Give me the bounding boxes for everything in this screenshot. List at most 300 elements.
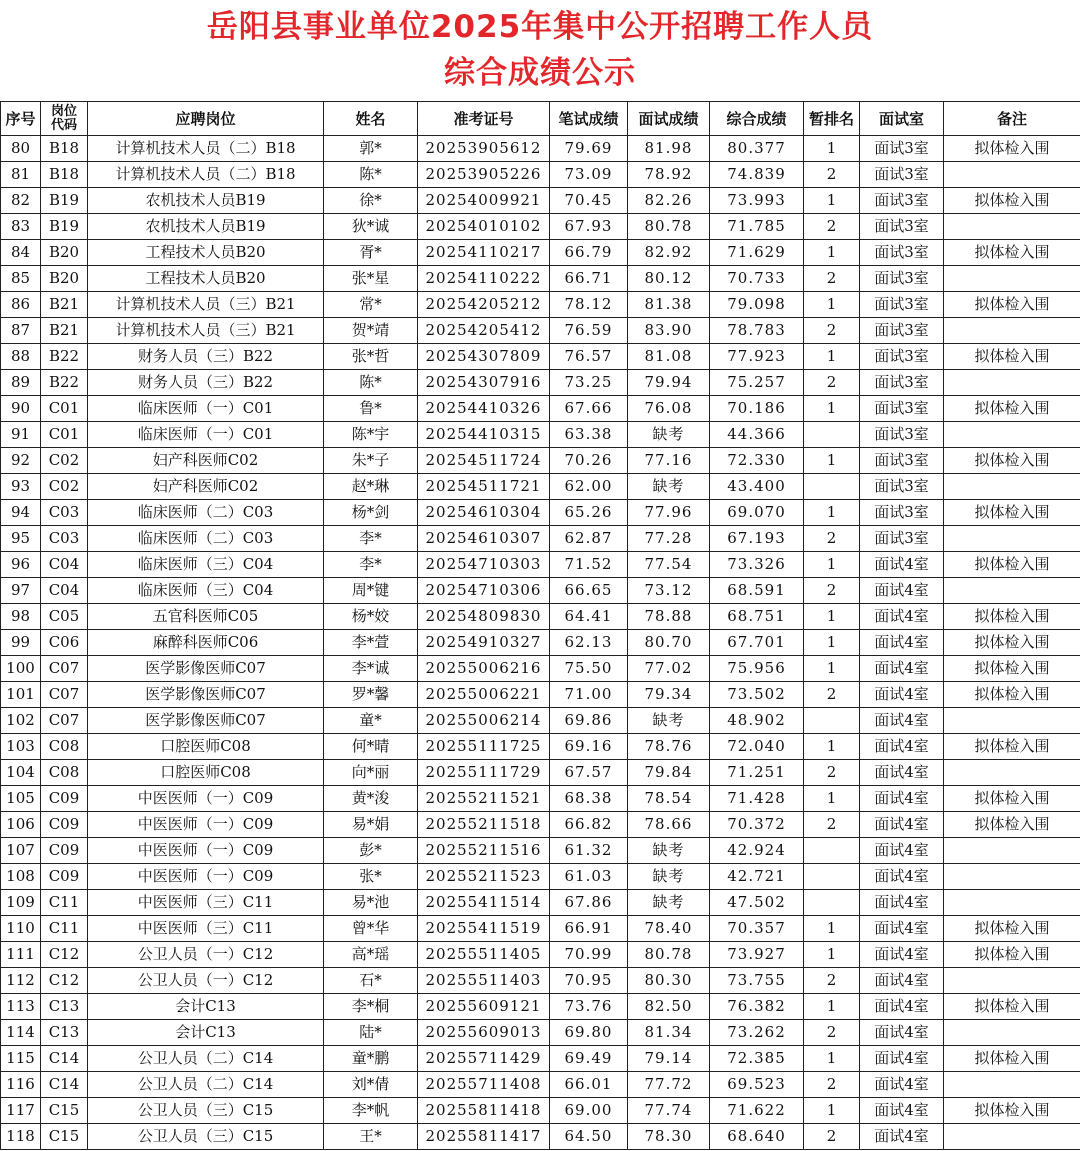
cell-rank: 1 bbox=[804, 916, 860, 942]
cell-rank: 1 bbox=[804, 786, 860, 812]
cell-name: 鲁* bbox=[324, 396, 418, 422]
cell-position: 计算机技术人员（二）B18 bbox=[88, 162, 324, 188]
cell-written: 70.45 bbox=[550, 188, 628, 214]
cell-total: 73.927 bbox=[710, 942, 804, 968]
cell-written: 75.50 bbox=[550, 656, 628, 682]
cell-total: 68.751 bbox=[710, 604, 804, 630]
cell-exam-id: 20254610307 bbox=[418, 526, 550, 552]
cell-interview: 缺考 bbox=[628, 422, 710, 448]
col-header-code-top: 岗位 bbox=[50, 103, 77, 119]
cell-written: 69.00 bbox=[550, 1098, 628, 1124]
table-row bbox=[1, 890, 1080, 916]
cell-position: 麻醉科医师C06 bbox=[88, 630, 324, 656]
cell-written: 73.25 bbox=[550, 370, 628, 396]
cell-index: 97 bbox=[1, 578, 41, 604]
cell-code: B20 bbox=[41, 266, 88, 292]
cell-total: 74.839 bbox=[710, 162, 804, 188]
cell-written: 67.86 bbox=[550, 890, 628, 916]
cell-exam-id: 20255211516 bbox=[418, 838, 550, 864]
cell-room: 面试4室 bbox=[860, 708, 944, 734]
cell-rank bbox=[804, 864, 860, 890]
cell-exam-id: 20255511405 bbox=[418, 942, 550, 968]
cell-remark bbox=[944, 890, 1080, 916]
cell-interview: 77.28 bbox=[628, 526, 710, 552]
table-row bbox=[1, 994, 1080, 1020]
table-row bbox=[1, 838, 1080, 864]
cell-name: 黄*浚 bbox=[324, 786, 418, 812]
cell-total: 69.070 bbox=[710, 500, 804, 526]
cell-interview: 80.78 bbox=[628, 942, 710, 968]
cell-exam-id: 20254710303 bbox=[418, 552, 550, 578]
cell-written: 70.99 bbox=[550, 942, 628, 968]
cell-code: C11 bbox=[41, 916, 88, 942]
cell-interview: 缺考 bbox=[628, 474, 710, 500]
cell-position: 临床医师（二）C03 bbox=[88, 526, 324, 552]
cell-remark: 拟体检入围 bbox=[944, 240, 1080, 266]
cell-exam-id: 20254511724 bbox=[418, 448, 550, 474]
cell-rank: 1 bbox=[804, 136, 860, 162]
cell-name: 狄*诚 bbox=[324, 214, 418, 240]
cell-total: 80.377 bbox=[710, 136, 804, 162]
cell-written: 64.50 bbox=[550, 1124, 628, 1150]
cell-exam-id: 20255211523 bbox=[418, 864, 550, 890]
table-row bbox=[1, 370, 1080, 396]
col-header-index: 序号 bbox=[1, 102, 41, 136]
cell-room: 面试3室 bbox=[860, 500, 944, 526]
cell-rank: 2 bbox=[804, 812, 860, 838]
cell-total: 78.783 bbox=[710, 318, 804, 344]
cell-room: 面试3室 bbox=[860, 188, 944, 214]
cell-room: 面试4室 bbox=[860, 734, 944, 760]
cell-room: 面试3室 bbox=[860, 474, 944, 500]
cell-position: 公卫人员（二）C14 bbox=[88, 1072, 324, 1098]
cell-code: C04 bbox=[41, 578, 88, 604]
table-row bbox=[1, 682, 1080, 708]
cell-rank: 1 bbox=[804, 188, 860, 214]
cell-index: 87 bbox=[1, 318, 41, 344]
cell-exam-id: 20255609121 bbox=[418, 994, 550, 1020]
cell-index: 107 bbox=[1, 838, 41, 864]
cell-interview: 77.96 bbox=[628, 500, 710, 526]
cell-rank: 1 bbox=[804, 396, 860, 422]
cell-exam-id: 20254010102 bbox=[418, 214, 550, 240]
cell-written: 69.80 bbox=[550, 1020, 628, 1046]
cell-remark bbox=[944, 864, 1080, 890]
cell-room: 面试4室 bbox=[860, 1124, 944, 1150]
cell-total: 68.591 bbox=[710, 578, 804, 604]
cell-written: 69.49 bbox=[550, 1046, 628, 1072]
cell-position: 医学影像医师C07 bbox=[88, 708, 324, 734]
cell-position: 中医医师（三）C11 bbox=[88, 890, 324, 916]
cell-written: 62.87 bbox=[550, 526, 628, 552]
cell-index: 110 bbox=[1, 916, 41, 942]
cell-remark: 拟体检入围 bbox=[944, 734, 1080, 760]
cell-name: 朱*子 bbox=[324, 448, 418, 474]
cell-written: 67.66 bbox=[550, 396, 628, 422]
cell-index: 84 bbox=[1, 240, 41, 266]
cell-interview: 缺考 bbox=[628, 708, 710, 734]
cell-rank bbox=[804, 422, 860, 448]
cell-written: 66.91 bbox=[550, 916, 628, 942]
col-header-position: 应聘岗位 bbox=[88, 102, 324, 136]
cell-name: 何*晴 bbox=[324, 734, 418, 760]
cell-written: 69.86 bbox=[550, 708, 628, 734]
cell-room: 面试4室 bbox=[860, 1046, 944, 1072]
cell-written: 79.69 bbox=[550, 136, 628, 162]
table-row bbox=[1, 1124, 1080, 1150]
cell-rank: 1 bbox=[804, 552, 860, 578]
cell-remark bbox=[944, 266, 1080, 292]
cell-room: 面试4室 bbox=[860, 630, 944, 656]
cell-interview: 79.34 bbox=[628, 682, 710, 708]
cell-code: C11 bbox=[41, 890, 88, 916]
cell-written: 70.26 bbox=[550, 448, 628, 474]
cell-name: 郭* bbox=[324, 136, 418, 162]
cell-code: B18 bbox=[41, 162, 88, 188]
cell-rank: 1 bbox=[804, 630, 860, 656]
cell-total: 71.785 bbox=[710, 214, 804, 240]
cell-code: C15 bbox=[41, 1098, 88, 1124]
cell-index: 89 bbox=[1, 370, 41, 396]
cell-position: 计算机技术人员（三）B21 bbox=[88, 318, 324, 344]
cell-index: 83 bbox=[1, 214, 41, 240]
table-row bbox=[1, 500, 1080, 526]
cell-interview: 76.08 bbox=[628, 396, 710, 422]
cell-room: 面试4室 bbox=[860, 1020, 944, 1046]
cell-written: 65.26 bbox=[550, 500, 628, 526]
table-row bbox=[1, 266, 1080, 292]
cell-index: 94 bbox=[1, 500, 41, 526]
cell-position: 医学影像医师C07 bbox=[88, 682, 324, 708]
cell-code: C01 bbox=[41, 422, 88, 448]
cell-exam-id: 20255811417 bbox=[418, 1124, 550, 1150]
cell-position: 公卫人员（三）C15 bbox=[88, 1098, 324, 1124]
cell-total: 71.622 bbox=[710, 1098, 804, 1124]
cell-code: B18 bbox=[41, 136, 88, 162]
cell-room: 面试3室 bbox=[860, 396, 944, 422]
col-header-written: 笔试成绩 bbox=[550, 102, 628, 136]
cell-name: 杨*姣 bbox=[324, 604, 418, 630]
cell-name: 向*丽 bbox=[324, 760, 418, 786]
cell-total: 71.629 bbox=[710, 240, 804, 266]
cell-position: 公卫人员（二）C14 bbox=[88, 1046, 324, 1072]
cell-room: 面试4室 bbox=[860, 786, 944, 812]
cell-code: C12 bbox=[41, 942, 88, 968]
cell-written: 67.57 bbox=[550, 760, 628, 786]
cell-interview: 80.30 bbox=[628, 968, 710, 994]
cell-total: 42.721 bbox=[710, 864, 804, 890]
cell-index: 101 bbox=[1, 682, 41, 708]
cell-room: 面试3室 bbox=[860, 422, 944, 448]
cell-interview: 83.90 bbox=[628, 318, 710, 344]
cell-code: C09 bbox=[41, 838, 88, 864]
cell-name: 贺*靖 bbox=[324, 318, 418, 344]
cell-exam-id: 20255111725 bbox=[418, 734, 550, 760]
cell-exam-id: 20254610304 bbox=[418, 500, 550, 526]
cell-code: B21 bbox=[41, 318, 88, 344]
cell-name: 童*鹏 bbox=[324, 1046, 418, 1072]
table-row bbox=[1, 188, 1080, 214]
cell-room: 面试4室 bbox=[860, 578, 944, 604]
cell-room: 面试4室 bbox=[860, 604, 944, 630]
cell-total: 73.755 bbox=[710, 968, 804, 994]
cell-interview: 78.30 bbox=[628, 1124, 710, 1150]
table-row bbox=[1, 136, 1080, 162]
cell-remark: 拟体检入围 bbox=[944, 448, 1080, 474]
cell-name: 李*诚 bbox=[324, 656, 418, 682]
cell-interview: 81.34 bbox=[628, 1020, 710, 1046]
cell-index: 112 bbox=[1, 968, 41, 994]
cell-exam-id: 20254009921 bbox=[418, 188, 550, 214]
cell-room: 面试4室 bbox=[860, 916, 944, 942]
cell-exam-id: 20254307809 bbox=[418, 344, 550, 370]
table-row bbox=[1, 630, 1080, 656]
cell-total: 73.993 bbox=[710, 188, 804, 214]
col-header-code-bottom: 代码 bbox=[50, 117, 77, 133]
cell-name: 李* bbox=[324, 552, 418, 578]
cell-rank: 2 bbox=[804, 1124, 860, 1150]
cell-exam-id: 20254205412 bbox=[418, 318, 550, 344]
cell-index: 115 bbox=[1, 1046, 41, 1072]
cell-interview: 78.40 bbox=[628, 916, 710, 942]
cell-interview: 77.54 bbox=[628, 552, 710, 578]
cell-index: 90 bbox=[1, 396, 41, 422]
cell-interview: 80.12 bbox=[628, 266, 710, 292]
page-subtitle: 综合成绩公示 bbox=[444, 55, 636, 91]
cell-room: 面试4室 bbox=[860, 890, 944, 916]
cell-position: 会计C13 bbox=[88, 1020, 324, 1046]
cell-interview: 78.92 bbox=[628, 162, 710, 188]
cell-interview: 78.76 bbox=[628, 734, 710, 760]
cell-name: 李*帆 bbox=[324, 1098, 418, 1124]
cell-index: 85 bbox=[1, 266, 41, 292]
cell-code: B19 bbox=[41, 214, 88, 240]
cell-index: 100 bbox=[1, 656, 41, 682]
cell-name: 罗*馨 bbox=[324, 682, 418, 708]
cell-total: 47.502 bbox=[710, 890, 804, 916]
cell-index: 99 bbox=[1, 630, 41, 656]
cell-code: B22 bbox=[41, 370, 88, 396]
col-header-exam-id: 准考证号 bbox=[418, 102, 550, 136]
cell-rank: 1 bbox=[804, 1046, 860, 1072]
cell-remark: 拟体检入围 bbox=[944, 188, 1080, 214]
cell-name: 赵*琳 bbox=[324, 474, 418, 500]
cell-interview: 77.72 bbox=[628, 1072, 710, 1098]
cell-interview: 82.92 bbox=[628, 240, 710, 266]
cell-interview: 82.26 bbox=[628, 188, 710, 214]
cell-code: B21 bbox=[41, 292, 88, 318]
cell-index: 108 bbox=[1, 864, 41, 890]
cell-rank: 2 bbox=[804, 214, 860, 240]
cell-position: 临床医师（一）C01 bbox=[88, 422, 324, 448]
page-title: 岳阳县事业单位2025年集中公开招聘工作人员 bbox=[206, 9, 874, 45]
cell-code: C02 bbox=[41, 448, 88, 474]
cell-interview: 缺考 bbox=[628, 864, 710, 890]
cell-interview: 80.78 bbox=[628, 214, 710, 240]
cell-rank bbox=[804, 474, 860, 500]
cell-exam-id: 20254511721 bbox=[418, 474, 550, 500]
cell-position: 医学影像医师C07 bbox=[88, 656, 324, 682]
cell-interview: 82.50 bbox=[628, 994, 710, 1020]
cell-total: 72.330 bbox=[710, 448, 804, 474]
cell-position: 农机技术人员B19 bbox=[88, 188, 324, 214]
cell-position: 工程技术人员B20 bbox=[88, 240, 324, 266]
cell-index: 86 bbox=[1, 292, 41, 318]
cell-rank: 2 bbox=[804, 1072, 860, 1098]
cell-name: 刘*倩 bbox=[324, 1072, 418, 1098]
table-row bbox=[1, 1072, 1080, 1098]
table-row bbox=[1, 916, 1080, 942]
cell-exam-id: 20255006214 bbox=[418, 708, 550, 734]
cell-name: 彭* bbox=[324, 838, 418, 864]
table-row bbox=[1, 968, 1080, 994]
cell-interview: 78.88 bbox=[628, 604, 710, 630]
cell-code: B19 bbox=[41, 188, 88, 214]
cell-exam-id: 20254307916 bbox=[418, 370, 550, 396]
cell-written: 76.57 bbox=[550, 344, 628, 370]
cell-written: 68.38 bbox=[550, 786, 628, 812]
cell-index: 104 bbox=[1, 760, 41, 786]
cell-name: 常* bbox=[324, 292, 418, 318]
cell-interview: 73.12 bbox=[628, 578, 710, 604]
cell-code: C02 bbox=[41, 474, 88, 500]
cell-interview: 80.70 bbox=[628, 630, 710, 656]
table-row bbox=[1, 552, 1080, 578]
cell-index: 96 bbox=[1, 552, 41, 578]
cell-exam-id: 20253905226 bbox=[418, 162, 550, 188]
header-row bbox=[1, 102, 1080, 136]
cell-exam-id: 20255609013 bbox=[418, 1020, 550, 1046]
table-row bbox=[1, 1098, 1080, 1124]
cell-room: 面试4室 bbox=[860, 656, 944, 682]
cell-room: 面试4室 bbox=[860, 812, 944, 838]
cell-total: 70.357 bbox=[710, 916, 804, 942]
cell-position: 农机技术人员B19 bbox=[88, 214, 324, 240]
cell-name: 童* bbox=[324, 708, 418, 734]
cell-rank: 2 bbox=[804, 682, 860, 708]
cell-name: 李*萱 bbox=[324, 630, 418, 656]
table-row bbox=[1, 1020, 1080, 1046]
cell-total: 48.902 bbox=[710, 708, 804, 734]
cell-name: 易*娟 bbox=[324, 812, 418, 838]
cell-remark bbox=[944, 526, 1080, 552]
cell-rank: 2 bbox=[804, 318, 860, 344]
cell-remark: 拟体检入围 bbox=[944, 500, 1080, 526]
cell-position: 临床医师（三）C04 bbox=[88, 578, 324, 604]
cell-exam-id: 20255111729 bbox=[418, 760, 550, 786]
cell-total: 44.366 bbox=[710, 422, 804, 448]
cell-index: 95 bbox=[1, 526, 41, 552]
cell-total: 72.385 bbox=[710, 1046, 804, 1072]
cell-exam-id: 20254410326 bbox=[418, 396, 550, 422]
col-header-remark: 备注 bbox=[944, 102, 1080, 136]
cell-code: C07 bbox=[41, 708, 88, 734]
cell-exam-id: 20255211521 bbox=[418, 786, 550, 812]
cell-total: 73.262 bbox=[710, 1020, 804, 1046]
table-row bbox=[1, 942, 1080, 968]
cell-code: C06 bbox=[41, 630, 88, 656]
cell-code: C08 bbox=[41, 734, 88, 760]
cell-name: 高*瑶 bbox=[324, 942, 418, 968]
table-row bbox=[1, 526, 1080, 552]
cell-written: 66.82 bbox=[550, 812, 628, 838]
cell-written: 71.00 bbox=[550, 682, 628, 708]
cell-code: C05 bbox=[41, 604, 88, 630]
cell-total: 77.923 bbox=[710, 344, 804, 370]
cell-room: 面试3室 bbox=[860, 526, 944, 552]
cell-remark: 拟体检入围 bbox=[944, 1098, 1080, 1124]
cell-index: 113 bbox=[1, 994, 41, 1020]
cell-rank: 1 bbox=[804, 656, 860, 682]
cell-rank: 2 bbox=[804, 266, 860, 292]
cell-interview: 81.98 bbox=[628, 136, 710, 162]
cell-exam-id: 20255811418 bbox=[418, 1098, 550, 1124]
table-row bbox=[1, 318, 1080, 344]
cell-exam-id: 20255006221 bbox=[418, 682, 550, 708]
cell-position: 临床医师（一）C01 bbox=[88, 396, 324, 422]
cell-rank: 1 bbox=[804, 942, 860, 968]
cell-remark bbox=[944, 1020, 1080, 1046]
cell-remark bbox=[944, 318, 1080, 344]
cell-name: 王* bbox=[324, 1124, 418, 1150]
cell-room: 面试3室 bbox=[860, 162, 944, 188]
cell-position: 工程技术人员B20 bbox=[88, 266, 324, 292]
cell-name: 胥* bbox=[324, 240, 418, 266]
cell-room: 面试4室 bbox=[860, 838, 944, 864]
table-row bbox=[1, 812, 1080, 838]
cell-total: 75.956 bbox=[710, 656, 804, 682]
cell-room: 面试3室 bbox=[860, 266, 944, 292]
cell-code: C14 bbox=[41, 1072, 88, 1098]
cell-exam-id: 20255006216 bbox=[418, 656, 550, 682]
cell-total: 70.186 bbox=[710, 396, 804, 422]
cell-index: 118 bbox=[1, 1124, 41, 1150]
cell-room: 面试3室 bbox=[860, 370, 944, 396]
cell-index: 82 bbox=[1, 188, 41, 214]
cell-index: 102 bbox=[1, 708, 41, 734]
table-row bbox=[1, 292, 1080, 318]
cell-total: 73.502 bbox=[710, 682, 804, 708]
table-row bbox=[1, 708, 1080, 734]
cell-remark: 拟体检入围 bbox=[944, 682, 1080, 708]
table-row bbox=[1, 864, 1080, 890]
cell-room: 面试4室 bbox=[860, 760, 944, 786]
cell-code: C03 bbox=[41, 500, 88, 526]
cell-index: 81 bbox=[1, 162, 41, 188]
cell-code: C15 bbox=[41, 1124, 88, 1150]
cell-rank bbox=[804, 890, 860, 916]
cell-total: 68.640 bbox=[710, 1124, 804, 1150]
cell-rank: 2 bbox=[804, 162, 860, 188]
cell-interview: 79.84 bbox=[628, 760, 710, 786]
cell-name: 陈*宇 bbox=[324, 422, 418, 448]
cell-position: 口腔医师C08 bbox=[88, 734, 324, 760]
cell-index: 91 bbox=[1, 422, 41, 448]
cell-exam-id: 20255211518 bbox=[418, 812, 550, 838]
cell-written: 66.01 bbox=[550, 1072, 628, 1098]
cell-room: 面试3室 bbox=[860, 448, 944, 474]
cell-total: 71.251 bbox=[710, 760, 804, 786]
cell-rank: 1 bbox=[804, 240, 860, 266]
table-row bbox=[1, 786, 1080, 812]
cell-rank bbox=[804, 838, 860, 864]
cell-name: 张* bbox=[324, 864, 418, 890]
cell-name: 李*桐 bbox=[324, 994, 418, 1020]
cell-written: 73.76 bbox=[550, 994, 628, 1020]
cell-code: C07 bbox=[41, 656, 88, 682]
cell-rank: 1 bbox=[804, 500, 860, 526]
cell-position: 中医医师（一）C09 bbox=[88, 812, 324, 838]
